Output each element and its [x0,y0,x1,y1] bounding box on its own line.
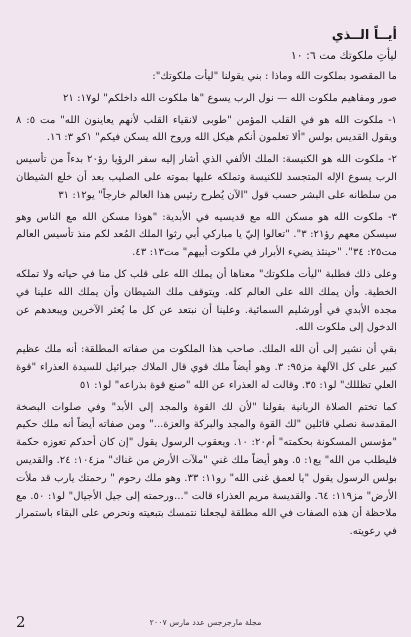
paragraph: كما تختم الصلاة الربانية بقولنا "لأن لك القوة والمجد إلى الأبد" وفي صلوات البصخة المقدسة نصلي قائلين "لك القوة والمجد والبركة والعزة..." ومن صفاته أيضاً أنه ملك حكيم "مؤسس المسكونة بحكمته" أم٢٠: ١٠. ويعقوب الرسول يقول "إن كان أحدكم تعوزه حكمة فليطلب من الله" يع١: ٥. وهو أيضاً ملك غني "ملآت الأرض من غناك" مز١٠٤: ٢٤. والقديس بولس الرسول يقول "يا لعمق غنى الله" رو١١: ٣٣. وهو ملك رحوم " رحمتك يارب قد ملأت الأرض" مز١١٩: ٦٤. والقديسة مريم العذراء قالت "...ورحمته إلى جيل الأجيال" لو١: ٥٠. مع ملاحظة أن هذه الصفات في الله مطلقة ليجعلنا نتمسك بتبعيته ونحرص على البقاء باستمرار في رعويته. [16,401,398,538]
paragraph: بقي أن نشير إلى أن الله الملك. صاحب هذا الملكوت من صفاته المطلقة: أنه ملك عظيم كبير على كل الآلهة مز٩٥: ٣. وهو أيضاً ملك قوي قال الملاك جبرائيل للسيدة العذراء "قوة العلي تظللك" لو١: ٣٥. وقالت له العذراء عن الله "صنع قوة بذراعه" لو١: ٥١ [16,344,398,391]
paragraph: ٢- ملكوت الله هو الكنيسة: الملك الألفي الذي أشار إليه سفر الرؤيا رؤ٢٠ بدءاً من تأسيس الرب يسوع الإله المتجسد للكنيسة وتملكه عليها بموته على الصليب بعد أن خلع الشيطان من سلطانه على البشر حسب قول "الآن يُطرح رئيس هذا العالم خارجاً" يو١٢: ٣١ [16,154,397,201]
paragraph: ما المقصود بملكوت الله وماذا : بني يقولنا "ليأت ملكوتك": [152,71,397,82]
paragraph: ١- ملكوت الله هو في القلب المؤمن "طوبى لانقياء القلب لأنهم يعاينون الله" مت ٥: ٨ ويقول القديس بولس "ألا تعلمون أنكم هيكل الله وروح الله يسكن فيكم" ١كو ٣: ١٦. [16,114,398,144]
paragraph: وعلى ذلك فطلبة "ليأت ملكوتك" معناها أن يملك الله على قلب كل منا في حياته ولا تملكه الخطية. وأن يملك الله على العالم كله. ويتوقف ملك الشيطان وأن يملك الله علينا في مجده الأبدي في أورشليم السمائية. وعلينا أن نبتعد عن كل ما يُعثر الآخرين ويبعدهم عن الدخول إلى ملكوت الله. [16,268,397,334]
paragraph: صور ومفاهيم ملكوت الله — نول الرب يسوع "ها ملكوت الله داخلكم" لو١٧: ٢١ [62,92,397,104]
page-footer [0,607,411,637]
magazine-footer-text: مجلة مارجرجس عدد مارس ٢٠٠٧ [149,618,262,627]
paragraph: ٣- ملكوت الله هو مسكن الله مع قديسيه في الأبدية: "هوذا مسكن الله مع الناس وهو سيسكن معهم رؤ٢١: ٣". "تعالوا إليّ يا مباركي أبي رثوا الملك المُعد لكم منذ تأسيس العالم مت٢٥: ٣٤". "حينئذ يضيء الأبرار في ملكوت أبيهم" مت١٣: ٤٣. [16,211,398,259]
page-title: أيــاً الــذي [331,28,397,43]
subtitle-verse: ليأتِ ملكوتك مت ٦: ١٠ [290,49,397,62]
body-text [16,68,397,541]
page-number: 2 [16,613,26,631]
